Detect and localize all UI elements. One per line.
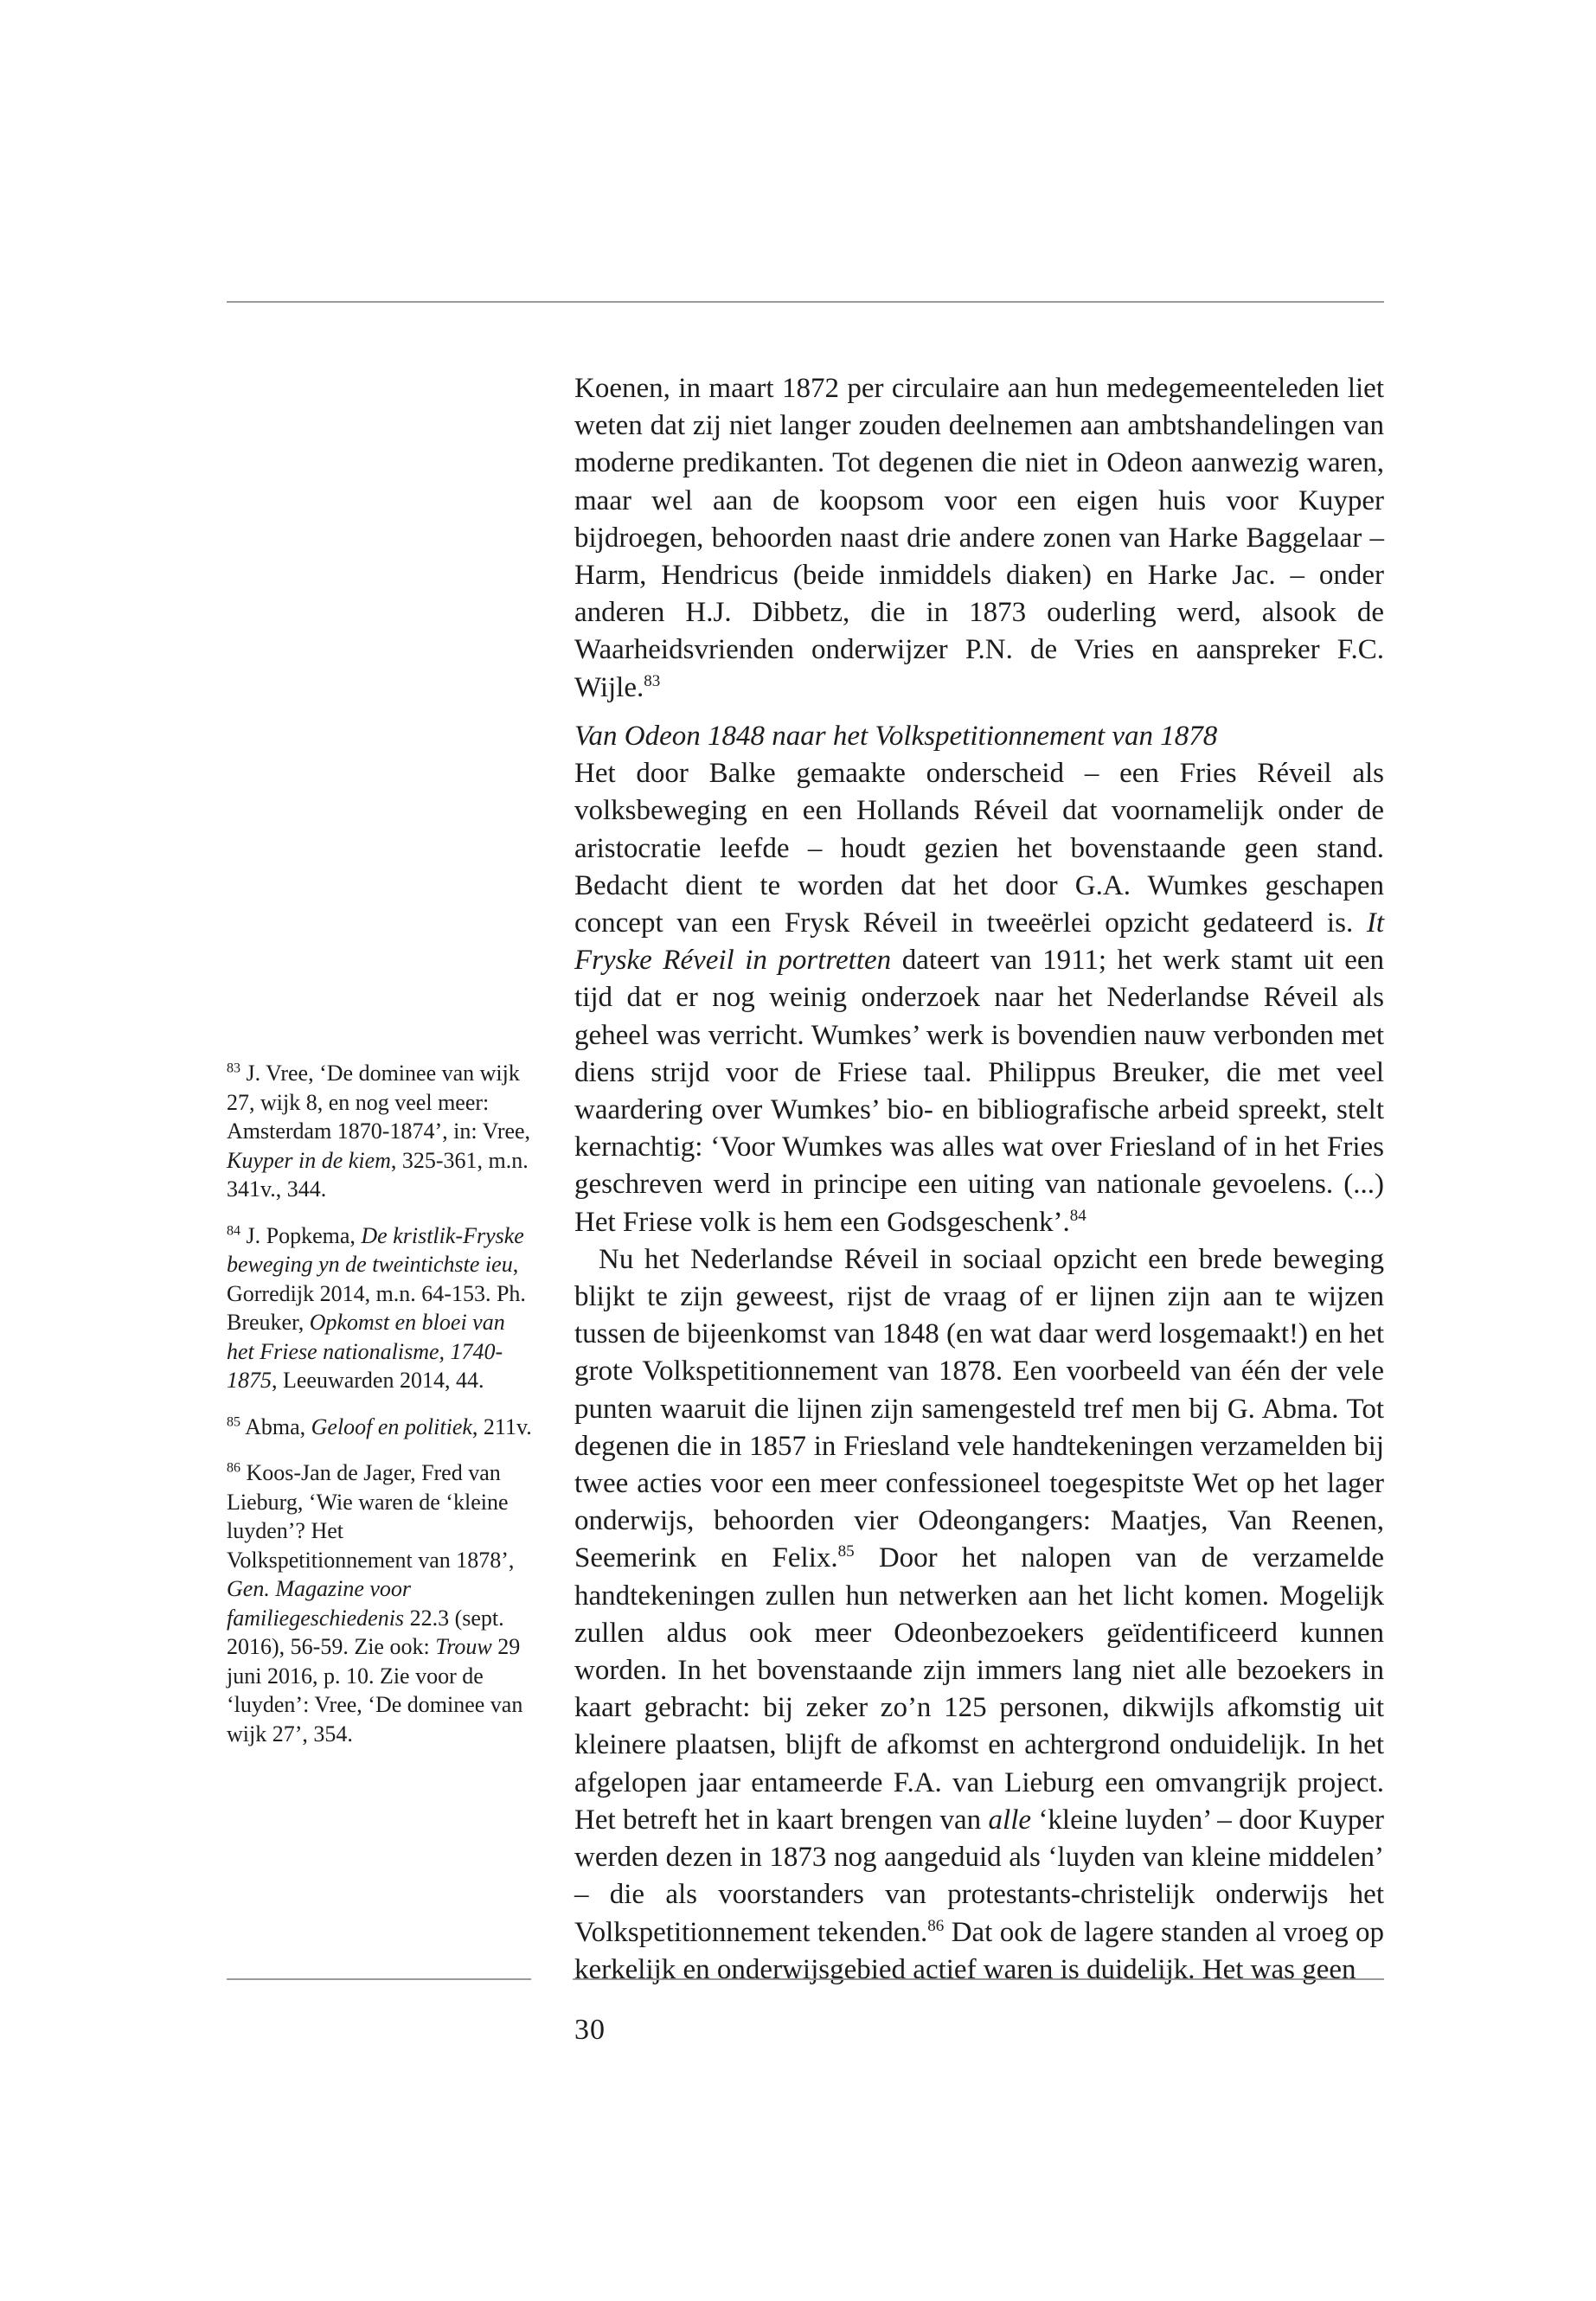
footnote-ref-84[interactable]: 84 — [1069, 1206, 1086, 1225]
footnote-ref-86[interactable]: 86 — [927, 1916, 945, 1935]
footnote-ref-83[interactable]: 83 — [644, 671, 661, 690]
paragraph-3: Nu het Nederlandse Réveil in sociaal opzicht een brede beweging blijkt te zijn geweest, rijst de vraag of er lijnen zijn aan te wijzen tussen de bijeenkomst van 1848 (en wat daar werd losgemaakt!) en het grote Volkspetitionnement van 1878. Een voorbeeld van één der vele punten waaruit die lijnen zijn samengesteld tref men bij G. Abma. Tot degenen die in 1857 in Friesland vele handtekeningen verzamelden bij twee acties voor een meer confessioneel toegespitste Wet op het lager onderwijs, behoorden vier Odeongangers: Maatjes, Van Reenen, Seemerink en Felix.$^{85}$ Door het nalopen van de verzamelde handtekeningen zullen hun netwerken aan het licht komen. Mogelijk zullen aldus ook meer Odeonbezoekers geïdentificeerd kunnen worden. In het bovenstaande zijn immers lang niet alle bezoekers in kaart gebracht: bij zeker zo’n 125 personen, dikwijls afkomstig uit kleinere plaatsen, blijft de afkomst en achtergrond onduidelijk. In het afgelopen jaar entameerde F.A. van Lieburg een omvangrijk project. Het betreft het in kaart brengen van alle ‘kleine luyden’ – door Kuyper werden dezen in 1873 nog aangeduid als ‘luyden van kleine middelen’ – die als voorstanders van protestants-christelijk onderwijs het Volkspetitionnement tekenden.$^{86}$ Dat ook de lagere standen al vroeg op kerkelijk en onderwijsgebied actief waren is duidelijk. Het was geen — [574, 1243, 1385, 1985]
page-number: 30 — [574, 2014, 606, 2046]
emphasis-alle: alle — [988, 1804, 1032, 1836]
paragraph-1: Koenen, in maart 1872 per circulaire aan hun medegemeenteleden liet weten dat zij niet langer zouden deelnemen aan ambtshandelingen van moderne predikanten. Tot degenen die niet in Odeon aanwezig waren, maar wel aan de koopsom voor een eigen huis voor Kuyper bijdroegen, behoorden naast drie andere zonen van Harke Baggelaar – Harm, Hendricus (beide inmiddels diaken) en Harke Jac. – onder anderen H.J. Dibbetz, die in 1873 ouderling werd, alsook de Waarheidsvrienden onderwijzer P.N. de Vries en aanspreker F.C. Wijle.$^{83}$ — [574, 373, 1384, 703]
header-rule — [227, 301, 1384, 303]
footnote-ref-85[interactable]: 85 — [837, 1542, 855, 1561]
footer-rule — [573, 1978, 1384, 1980]
footnote-85: $^{85}$ Abma, Geloof en politiek, 211v. — [227, 1413, 532, 1439]
footnote-84: $^{84}$ J. Popkema, De kristlik-Fryske beweging yn de tweintichste ieu, Gorredijk 2014, m.n. 64-153. Ph. Breuker, Opkomst en bloei van het Friese nationalisme, 1740-1875, Leeuwarden 2014, 44. — [227, 1222, 526, 1393]
footnote-83: $^{83}$ J. Vree, ‘De dominee van wijk 27, wijk 8, en nog veel meer: Amsterdam 1870-1874’, in: Vree, Kuyper in de kiem, 325-361, m.n. 341v., 344. — [227, 1061, 531, 1202]
body-text-top — [574, 370, 1384, 707]
footnote-rule — [227, 1978, 531, 1980]
paragraph-2: Het door Balke gemaakte onderscheid – een Fries Réveil als volksbeweging en een Hollands Réveil dat voornamelijk onder de aristocratie leefde – houdt gezien het bovenstaande geen stand. Bedacht dient te worden dat het door G.A. Wumkes geschapen concept van een Frysk Réveil in tweeërlei opzicht gedateerd is. It Fryske Réveil in portretten dateert van 1911; het werk stamt uit een tijd dat er nog weinig onderzoek naar het Nederlandse Réveil als geheel was verricht. Wumkes’ werk is bovendien nauw verbonden met diens strijd voor de Friese taal. Philippus Breuker, die met veel waardering over Wumkes’ bio- en bibliografische arbeid spreekt, stelt kernachtig: ‘Voor Wumkes was alles wat over Friesland of in het Fries geschreven werd in principe een uiting van nationale gevoelens. (...) Het Friese volk is hem een Godsgeschenk’.$^{84}$ — [574, 758, 1384, 1238]
footnote-86: $^{86}$ Koos-Jan de Jager, Fred van Lieburg, ‘Wie waren de ‘kleine luyden’? Het Volkspetitionnement van 1878’, Gen. Magazine voor familiegeschiedenis 22.3 (sept. 2016), 56-59. Zie ook: Trouw 29 juni 2016, p. 10. Zie voor de ‘luyden’: Vree, ‘De dominee van wijk 27’, 354. — [227, 1460, 523, 1747]
title-it-fryske-reveil: It Fryske Réveil in portretten — [574, 907, 1384, 977]
section-heading: Van Odeon 1848 naar het Volkspetitionnement van 1878 — [574, 721, 1218, 752]
footnotes-column — [227, 1059, 534, 1766]
section-volkspetitionnement — [574, 718, 1384, 1989]
